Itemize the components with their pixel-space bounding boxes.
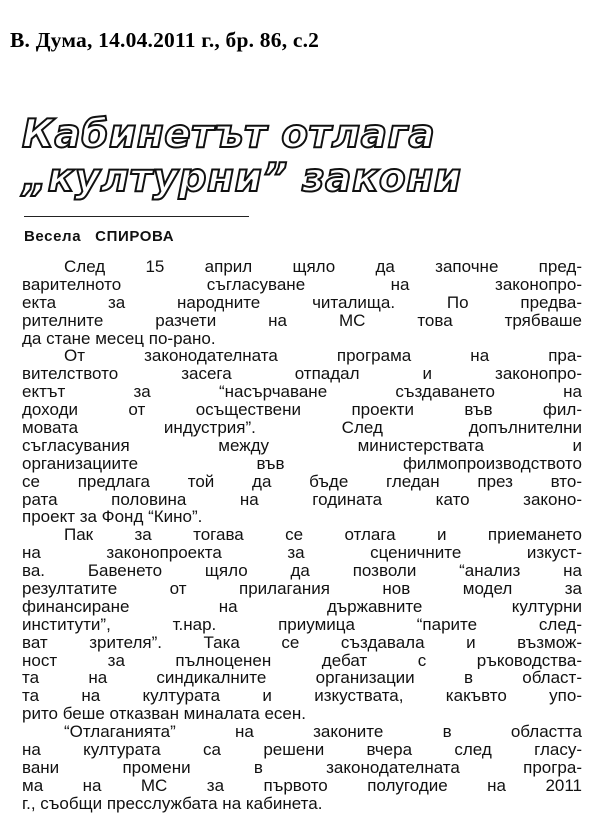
article-line: След 15 април щяло да започне пред- bbox=[64, 258, 582, 276]
article-line: мовата индустрия”. След допълнителни bbox=[22, 419, 582, 437]
article-line: да стане месец по-рано. bbox=[22, 329, 216, 348]
article-line: ма на МС за първото полугодие на 2011 bbox=[22, 776, 582, 795]
article-line: вани промени в законодателната програ- bbox=[22, 758, 582, 777]
byline bbox=[24, 228, 174, 245]
article-line: на законопроекта за сценичните изкуст- bbox=[22, 544, 582, 563]
article-line: съгласувания между министерствата и bbox=[22, 436, 582, 455]
article-line: Пак за тогава се отлага и приемането bbox=[64, 526, 582, 545]
article-line: доходи от осъществени проекти във фил- bbox=[22, 401, 582, 420]
article-line: институти”, т.нар. приумица “парите след- bbox=[22, 615, 582, 634]
article-line: “Отлаганията” на законите в областта bbox=[64, 723, 582, 742]
article-line: та на културата и изкуствата, какъвто упо- bbox=[22, 687, 582, 706]
article-line: вителството засега отпадал и законопро- bbox=[22, 365, 582, 384]
article-line: на културата са решени вчера след гласу- bbox=[22, 741, 582, 759]
author-surname: СПИРОВА bbox=[95, 228, 175, 245]
article-line: проект за Фонд “Кино”. bbox=[22, 508, 203, 527]
article-line: организациите във филмопроизводството bbox=[22, 454, 582, 473]
article-line: ва. Бавенето щяло да позволи “анализ на bbox=[22, 562, 582, 581]
article-line: финансиране на държавните културни bbox=[22, 597, 582, 616]
article-line: г., съобщи пресслужбата на кабинета. bbox=[22, 794, 323, 813]
headline-line-2: „културни” закони bbox=[22, 156, 462, 201]
headline-line-1: Кабинетът отлага bbox=[22, 112, 436, 157]
source-citation: В. Дума, 14.04.2011 г., бр. 86, с.2 bbox=[10, 28, 320, 52]
article-line: се предлага той да бъде гледан през вто- bbox=[22, 472, 582, 491]
headline bbox=[22, 113, 592, 201]
article-line: та на синдикалните организации в област- bbox=[22, 669, 582, 688]
article-body bbox=[22, 258, 582, 813]
article-line: рата половина на годината като законо- bbox=[22, 490, 582, 509]
byline-divider bbox=[24, 216, 249, 217]
article-line: ват зрителя”. Така се създавала и възмож- bbox=[22, 633, 582, 652]
article-line: рителните разчети на МС това трябваше bbox=[22, 311, 582, 330]
article-line: екта за народните читалища. По предва- bbox=[22, 293, 582, 312]
article-line: рито беше отказван миналата есен. bbox=[22, 705, 307, 724]
article-line: варителното съгласуване на законопро- bbox=[22, 275, 582, 294]
article-line: резултатите от прилагания нов модел за bbox=[22, 580, 582, 598]
article-line: ност за пълноценен дебат с ръководства- bbox=[22, 651, 582, 670]
article-line: ектът за “насърчаване създаването на bbox=[22, 383, 582, 402]
author-first-name: Весела bbox=[24, 228, 82, 245]
article-line: От законодателната програма на пра- bbox=[64, 347, 582, 366]
